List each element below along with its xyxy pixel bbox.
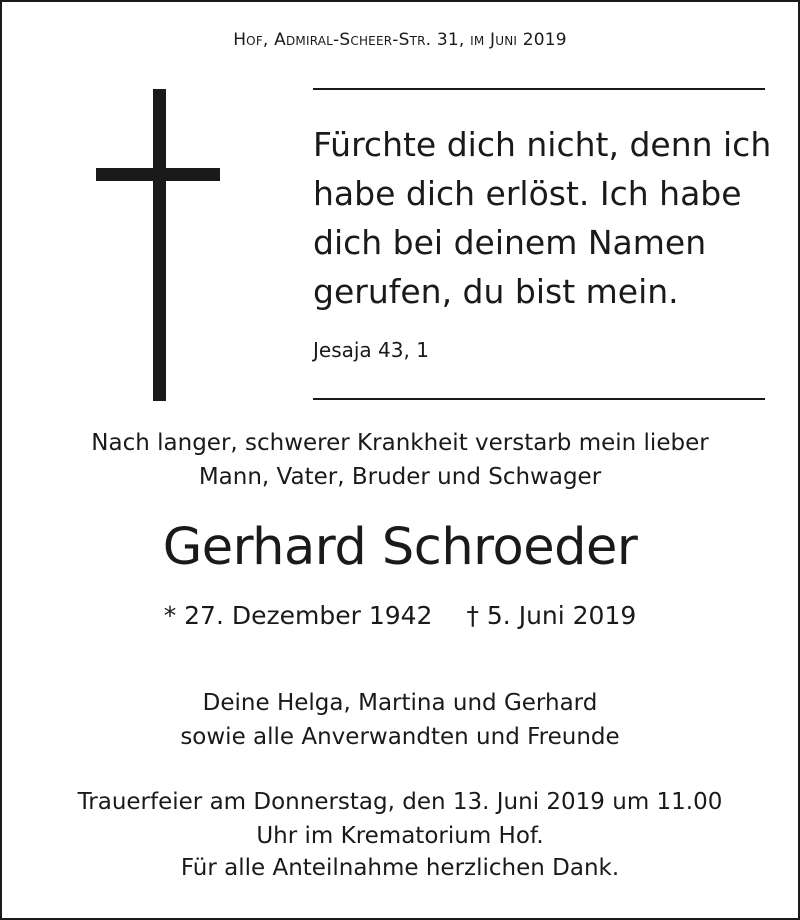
service-line: Trauerfeier am Donnerstag, den 13. Juni 2019 um 11.00 [77,789,723,815]
bottom-divider [313,398,765,400]
verse-reference: Jesaja 43, 1 [313,338,429,362]
verse-line: gerufen, du bist mein. [313,272,679,311]
announcement-line: Nach langer, schwerer Krankheit verstarb mein lieber [91,430,709,456]
announcement-text [0,426,800,494]
announcement-line: Mann, Vater, Bruder und Schwager [198,464,602,490]
life-dates [0,601,800,630]
service-line: Uhr im Krematorium Hof. [256,823,544,849]
mourners-line: Deine Helga, Martina und Gerhard [202,690,598,716]
mourners-list [0,686,800,754]
cross-vertical-beam [153,89,166,401]
verse-line: dich bei deinem Namen [313,223,707,262]
death-date: † 5. Juni 2019 [466,601,637,630]
bible-verse [313,120,772,316]
deceased-name: Gerhard Schroeder [162,518,638,577]
verse-line: habe dich erlöst. Ich habe [313,174,742,213]
top-divider [313,88,765,90]
verse-line: Fürchte dich nicht, denn ich [313,125,772,164]
thanks-note: Für alle Anteilnahme herzlichen Dank. [180,855,620,881]
cross-horizontal-beam [96,168,220,181]
mourners-line: sowie alle Anverwandten und Freunde [180,724,620,750]
birth-date: * 27. Dezember 1942 [163,601,433,630]
funeral-service-info [0,785,800,853]
place-date-header: Hof, Admiral-Scheer-Str. 31, im Juni 2019 [233,30,567,50]
